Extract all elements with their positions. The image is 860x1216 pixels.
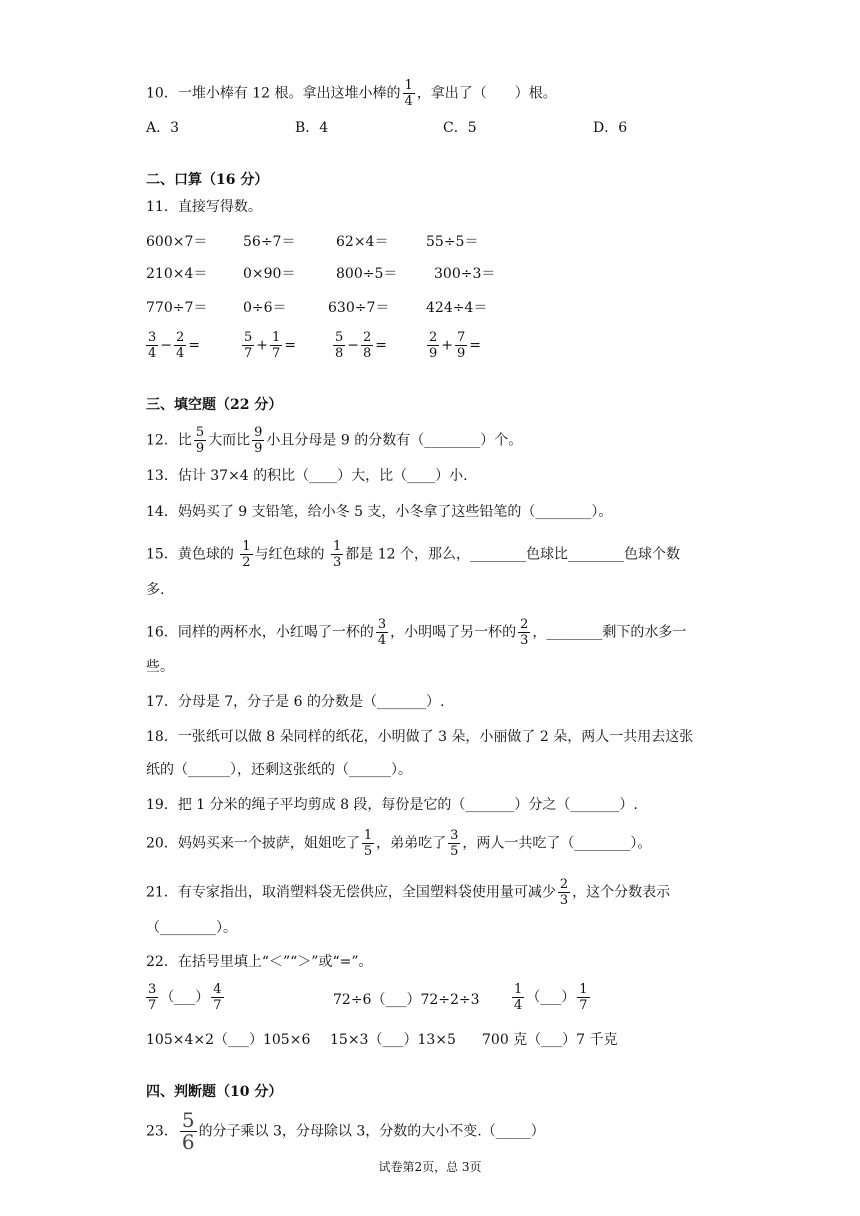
option-a[interactable]: A．3	[146, 120, 180, 136]
calc-item: 424÷4＝	[426, 300, 488, 316]
fraction: $\frac{2}{3}$	[559, 877, 569, 908]
question-15: 15．黄色球的 $\frac{1}{2}$ 与红色球的 $\frac{1}{3}$ 都是 12 个，那么，________色球比________色球个数	[146, 539, 680, 570]
question-16-cont: 些。	[146, 659, 174, 675]
fraction-calc-item: $\frac{5}{7}$ + $\frac{1}{7}$ =	[244, 330, 297, 361]
question-15-cont: 多.	[146, 582, 165, 598]
option-d[interactable]: D．6	[593, 120, 628, 136]
question-21-cont: （________）。	[146, 920, 237, 936]
calc-item: 62×4＝	[336, 234, 389, 250]
question-18: 18．一张纸可以做 8 朵同样的纸花，小明做了 3 朵，小丽做了 2 朵，两人一共用去这张	[146, 729, 694, 745]
question-12: 12．比 $\frac{5}{9}$ 大而比 $\frac{9}{9}$ 小且分母是 9 的分数有（________）个。	[146, 425, 523, 456]
fraction-calc-item: $\frac{5}{8}$ − $\frac{2}{8}$ =	[335, 330, 388, 361]
question-20: 20．妈妈买来一个披萨，姐姐吃了 $\frac{1}{5}$ ，弟弟吃了 $\frac{3}{5}$ ，两人一共吃了（________）。	[146, 828, 652, 859]
compare-item: 72÷6（___）72÷2÷3	[333, 992, 480, 1008]
calc-item: 0÷6＝	[243, 300, 287, 316]
calc-item: 800÷5＝	[336, 266, 398, 282]
question-18-cont: 纸的（______），还剩这张纸的（______）。	[146, 762, 412, 778]
fraction-calc-item: $\frac{2}{9}$ + $\frac{7}{9}$ =	[429, 330, 482, 361]
compare-item: 700 克（___）7 千克	[482, 1032, 618, 1048]
question-10-text: 10．一堆小棒有 12 根。拿出这堆小棒的	[146, 85, 401, 102]
calc-item: 300÷3＝	[434, 266, 496, 282]
fraction: $\frac{3}{4}$	[377, 617, 387, 648]
calc-item: 630÷7＝	[328, 300, 390, 316]
option-b[interactable]: B．4	[295, 120, 329, 136]
question-22: 22．在括号里填上“＜”“＞”或“=”。	[146, 954, 373, 970]
fraction: $\frac{3}{5}$	[450, 828, 459, 859]
compare-item: 15×3（___）13×5	[330, 1032, 456, 1048]
calc-item: 55÷5＝	[426, 234, 479, 250]
page-footer: 试卷第2页，总 3页	[378, 1160, 482, 1174]
question-21: 21．有专家指出，取消塑料袋无偿供应，全国塑料袋使用量可减少 $\frac{2}{3}$ ，这个分数表示	[146, 877, 671, 908]
calc-item: 0×90＝	[243, 266, 296, 282]
section-heading-oral-calc: 二、口算（16 分）	[146, 172, 269, 188]
calc-item: 210×4＝	[146, 266, 208, 282]
fraction: $\frac{2}{3}$	[520, 617, 529, 648]
fraction: $\frac{1}{4}$	[404, 78, 413, 109]
calc-item: 56÷7＝	[243, 234, 296, 250]
fraction: $\frac{5}{6}$	[181, 1108, 195, 1154]
fraction-calc-item: $\frac{3}{4}$ − $\frac{2}{4}$ =	[148, 330, 201, 361]
option-c[interactable]: C．5	[443, 120, 477, 136]
compare-item: 105×4×2（___）105×6	[146, 1032, 311, 1048]
question-10-text-end: ，拿出了（ ）根。	[416, 85, 557, 102]
question-14: 14．妈妈买了 9 支铅笔，给小冬 5 支，小冬拿了这些铅笔的（________）。	[146, 504, 613, 520]
fraction: $\frac{1}{3}$	[333, 539, 342, 570]
calc-item: 600×7＝	[146, 234, 208, 250]
calc-item: 770÷7＝	[146, 300, 208, 316]
compare-item: $\frac{3}{7}$ （___） $\frac{4}{7}$	[148, 982, 222, 1013]
question-13: 13．估计 37×4 的积比（____）大，比（____）小.	[146, 468, 468, 484]
question-19: 19．把 1 分米的绳子平均剪成 8 段，每份是它的（_______）分之（_______）.	[146, 797, 638, 813]
question-17: 17．分母是 7，分子是 6 的分数是（_______）.	[146, 694, 445, 710]
question-11: 11．直接写得数。	[146, 199, 262, 215]
question-23: 23． $\frac{5}{6}$ 的分子乘以 3，分母除以 3，分数的大小不变.（_____）	[146, 1108, 545, 1154]
fraction: $\frac{9}{9}$	[254, 425, 263, 456]
fraction: $\frac{1}{5}$	[363, 828, 373, 859]
question-10	[146, 78, 557, 109]
fraction: $\frac{5}{9}$	[195, 425, 205, 456]
section-heading-fill-blank: 三、填空题（22 分）	[146, 397, 283, 413]
fraction: $\frac{1}{2}$	[242, 539, 251, 570]
question-16: 16．同样的两杯水，小红喝了一杯的 $\frac{3}{4}$ ，小明喝了另一杯的 $\frac{2}{3}$ ，________剩下的水多一	[146, 617, 687, 648]
compare-item: $\frac{1}{4}$ （___） $\frac{1}{7}$	[514, 982, 588, 1013]
section-heading-judgement: 四、判断题（10 分）	[146, 1084, 283, 1100]
